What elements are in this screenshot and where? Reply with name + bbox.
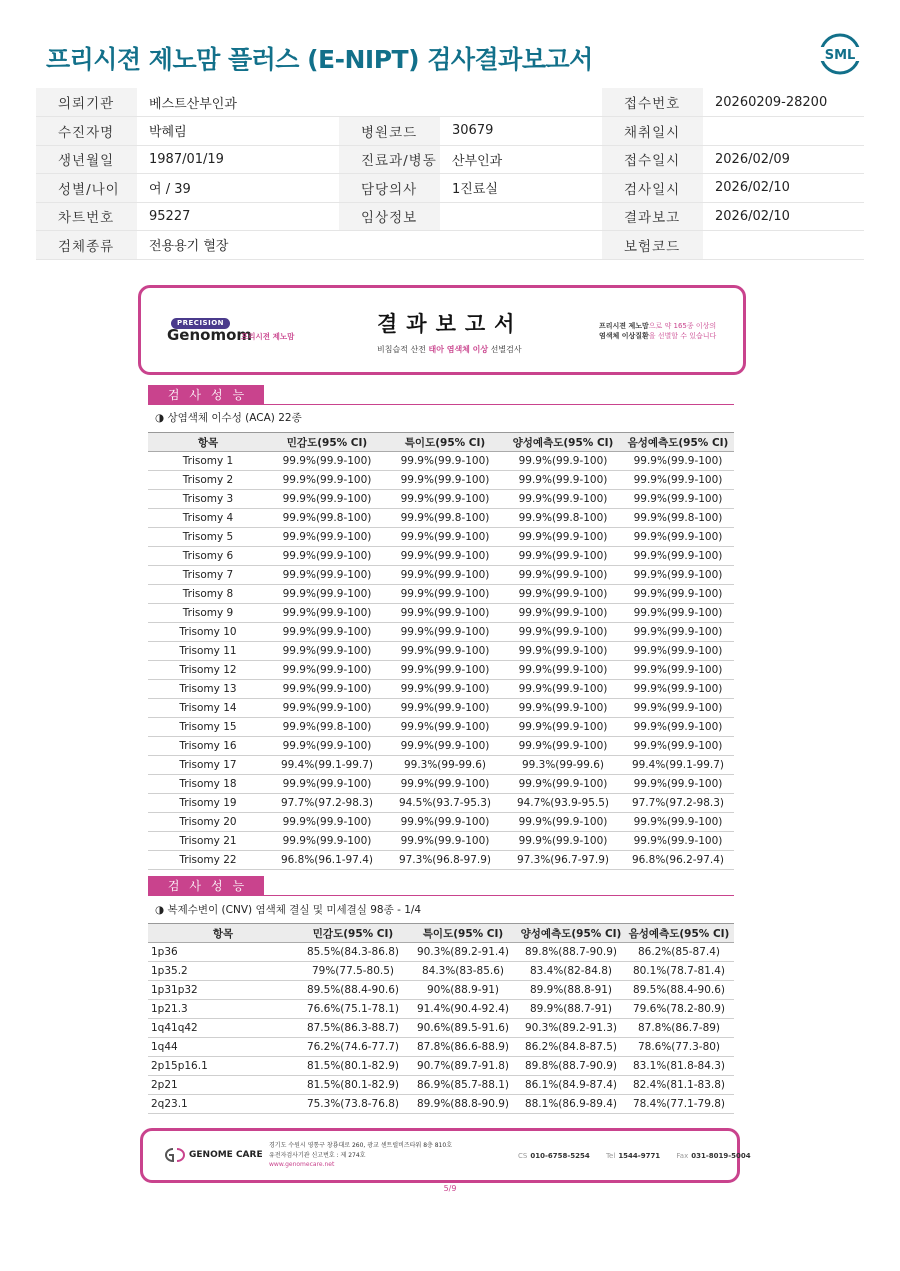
row-metric-value: 99.9%(99.9-100) <box>268 566 386 585</box>
row-item-name: Trisomy 20 <box>148 813 268 832</box>
table-row <box>148 1076 734 1095</box>
row-metric-value: 89.5%(88.4-90.6) <box>624 981 734 1000</box>
info-row <box>36 88 864 117</box>
row-metric-value: 99.9%(99.9-100) <box>504 528 622 547</box>
report-title: 결과보고서 <box>377 312 524 336</box>
row-metric-value: 99.9%(99.9-100) <box>386 642 504 661</box>
info-label: 임상정보 <box>339 202 440 231</box>
sml-logo <box>818 32 862 76</box>
row-metric-value: 99.9%(99.9-100) <box>386 661 504 680</box>
row-metric-value: 99.9%(99.9-100) <box>386 699 504 718</box>
table-row <box>148 737 734 756</box>
row-metric-value: 99.9%(99.9-100) <box>504 604 622 623</box>
row-metric-value: 84.3%(83-85.6) <box>408 962 518 981</box>
row-metric-value: 89.9%(88.7-91) <box>518 1000 624 1019</box>
table-row <box>148 661 734 680</box>
row-metric-value: 99.9%(99.9-100) <box>386 490 504 509</box>
row-metric-value: 99.9%(99.9-100) <box>504 680 622 699</box>
info-row <box>36 231 864 260</box>
row-metric-value: 83.4%(82-84.8) <box>518 962 624 981</box>
row-metric-value: 99.9%(99.9-100) <box>504 490 622 509</box>
row-metric-value: 99.9%(99.9-100) <box>386 623 504 642</box>
row-metric-value: 99.9%(99.9-100) <box>386 604 504 623</box>
table-row <box>148 813 734 832</box>
row-metric-value: 99.9%(99.8-100) <box>268 718 386 737</box>
row-item-name: 1p35.2 <box>148 962 298 981</box>
column-header: 항목 <box>148 433 268 452</box>
row-item-name: Trisomy 13 <box>148 680 268 699</box>
row-item-name: 1q44 <box>148 1038 298 1057</box>
contact-info: CS 010-6758-5254 Tel 1544-9771 Fax 031-8019-5004 <box>518 1152 751 1160</box>
row-metric-value: 96.8%(96.2-97.4) <box>622 851 734 870</box>
row-metric-value: 99.9%(99.9-100) <box>386 832 504 851</box>
row-metric-value: 88.1%(86.9-89.4) <box>518 1095 624 1114</box>
column-header: 특이도(95% CI) <box>386 433 504 452</box>
genome-care-logo-icon <box>163 1146 187 1164</box>
info-value: 전용용기 혈장 <box>137 231 339 260</box>
row-metric-value: 89.9%(88.8-91) <box>518 981 624 1000</box>
row-metric-value: 99.9%(99.9-100) <box>622 547 734 566</box>
info-label: 채취일시 <box>602 117 703 146</box>
row-metric-value: 94.7%(93.9-95.5) <box>504 794 622 813</box>
row-metric-value: 89.5%(88.4-90.6) <box>298 981 408 1000</box>
row-metric-value: 99.9%(99.9-100) <box>622 566 734 585</box>
cnv-performance-table <box>148 923 734 1114</box>
table-row <box>148 566 734 585</box>
row-item-name: Trisomy 11 <box>148 642 268 661</box>
info-label: 차트번호 <box>36 202 137 231</box>
row-metric-value: 99.9%(99.9-100) <box>268 699 386 718</box>
row-metric-value: 75.3%(73.8-76.8) <box>298 1095 408 1114</box>
info-value: 95227 <box>137 202 339 231</box>
row-metric-value: 99.9%(99.9-100) <box>622 661 734 680</box>
row-metric-value: 97.7%(97.2-98.3) <box>268 794 386 813</box>
row-item-name: Trisomy 19 <box>148 794 268 813</box>
table-row <box>148 528 734 547</box>
info-label: 담당의사 <box>339 174 440 203</box>
row-metric-value: 99.9%(99.9-100) <box>622 775 734 794</box>
brand-name: Genomom <box>167 326 253 344</box>
row-metric-value: 89.8%(88.7-90.9) <box>518 1057 624 1076</box>
row-item-name: Trisomy 9 <box>148 604 268 623</box>
row-metric-value: 99.3%(99-99.6) <box>386 756 504 775</box>
row-metric-value: 99.9%(99.9-100) <box>386 528 504 547</box>
row-item-name: Trisomy 6 <box>148 547 268 566</box>
info-value <box>440 231 602 260</box>
footer-banner <box>140 1128 751 1183</box>
row-metric-value: 99.9%(99.9-100) <box>622 680 734 699</box>
row-item-name: Trisomy 1 <box>148 452 268 471</box>
row-metric-value: 99.9%(99.9-100) <box>622 585 734 604</box>
section-tab: 검사성능 <box>148 385 264 405</box>
column-header: 양성예측도(95% CI) <box>504 433 622 452</box>
table-row <box>148 832 734 851</box>
row-metric-value: 99.3%(99-99.6) <box>504 756 622 775</box>
page-number: 5/9 <box>443 1184 457 1193</box>
info-value: 2026/02/09 <box>703 145 864 174</box>
info-label: 접수일시 <box>602 145 703 174</box>
company-website-link[interactable]: www.genomecare.net <box>269 1161 335 1168</box>
row-metric-value: 99.9%(99.9-100) <box>386 566 504 585</box>
row-metric-value: 99.9%(99.9-100) <box>504 832 622 851</box>
info-value: 산부인과 <box>440 145 602 174</box>
info-row <box>36 117 864 146</box>
info-value <box>703 231 864 260</box>
row-metric-value: 76.2%(74.6-77.7) <box>298 1038 408 1057</box>
table-row <box>148 509 734 528</box>
row-metric-value: 85.5%(84.3-86.8) <box>298 943 408 962</box>
row-item-name: 2p21 <box>148 1076 298 1095</box>
row-metric-value: 99.9%(99.9-100) <box>504 699 622 718</box>
row-item-name: Trisomy 15 <box>148 718 268 737</box>
row-item-name: Trisomy 17 <box>148 756 268 775</box>
table-row <box>148 490 734 509</box>
row-metric-value: 99.9%(99.9-100) <box>386 813 504 832</box>
row-metric-value: 99.9%(99.9-100) <box>386 718 504 737</box>
info-value: 20260209-28200 <box>703 88 864 117</box>
row-metric-value: 86.9%(85.7-88.1) <box>408 1076 518 1095</box>
row-metric-value: 99.9%(99.9-100) <box>268 661 386 680</box>
table-row <box>148 962 734 981</box>
row-metric-value: 99.9%(99.9-100) <box>386 585 504 604</box>
info-value <box>440 202 602 231</box>
row-metric-value: 99.9%(99.9-100) <box>622 699 734 718</box>
row-metric-value: 99.9%(99.9-100) <box>504 813 622 832</box>
report-subtitle: 비침습적 산전 태아 염색체 이상 선별검사 <box>377 345 522 354</box>
row-item-name: 1p21.3 <box>148 1000 298 1019</box>
row-metric-value: 76.6%(75.1-78.1) <box>298 1000 408 1019</box>
row-metric-value: 99.9%(99.9-100) <box>268 775 386 794</box>
row-metric-value: 99.9%(99.9-100) <box>386 775 504 794</box>
row-metric-value: 99.9%(99.9-100) <box>622 490 734 509</box>
row-item-name: 1q41q42 <box>148 1019 298 1038</box>
row-metric-value: 90.3%(89.2-91.4) <box>408 943 518 962</box>
row-metric-value: 79.6%(78.2-80.9) <box>624 1000 734 1019</box>
precision-tag: PRECISION <box>171 318 230 329</box>
table-row <box>148 1000 734 1019</box>
info-value: 여 / 39 <box>137 174 339 203</box>
row-metric-value: 99.9%(99.9-100) <box>622 718 734 737</box>
row-metric-value: 99.9%(99.9-100) <box>504 547 622 566</box>
row-metric-value: 99.9%(99.9-100) <box>622 604 734 623</box>
row-metric-value: 90.6%(89.5-91.6) <box>408 1019 518 1038</box>
row-metric-value: 97.3%(96.7-97.9) <box>504 851 622 870</box>
info-label: 의뢰기관 <box>36 88 137 117</box>
company-address: 경기도 수원시 영통구 창룡대로 260, 광교 센트럴비즈타워 8층 810호 유전자검사기관 신고번호 : 제 274호 www.genomecare.net <box>269 1142 452 1168</box>
table-row <box>148 1038 734 1057</box>
row-item-name: 1p36 <box>148 943 298 962</box>
row-metric-value: 99.9%(99.9-100) <box>386 680 504 699</box>
row-metric-value: 99.9%(99.9-100) <box>268 604 386 623</box>
row-metric-value: 81.5%(80.1-82.9) <box>298 1076 408 1095</box>
column-header: 민감도(95% CI) <box>268 433 386 452</box>
section-tab: 검사성능 <box>148 876 264 896</box>
row-metric-value: 78.6%(77.3-80) <box>624 1038 734 1057</box>
row-metric-value: 99.9%(99.9-100) <box>268 832 386 851</box>
row-metric-value: 99.9%(99.9-100) <box>622 471 734 490</box>
row-metric-value: 99.9%(99.9-100) <box>504 623 622 642</box>
row-metric-value: 99.9%(99.9-100) <box>268 680 386 699</box>
info-value: 30679 <box>440 117 602 146</box>
row-metric-value: 78.4%(77.1-79.8) <box>624 1095 734 1114</box>
column-header: 음성예측도(95% CI) <box>624 924 734 943</box>
patient-info-table <box>36 88 864 260</box>
table-row <box>148 623 734 642</box>
info-value: 1987/01/19 <box>137 145 339 174</box>
table-row <box>148 718 734 737</box>
info-value: 2026/02/10 <box>703 174 864 203</box>
info-row <box>36 202 864 231</box>
company-name: GENOME CARE <box>189 1150 263 1160</box>
table-row <box>148 1019 734 1038</box>
info-label: 결과보고 <box>602 202 703 231</box>
row-metric-value: 99.9%(99.9-100) <box>504 661 622 680</box>
svg-text:SML: SML <box>824 48 856 63</box>
row-metric-value: 87.8%(86.7-89) <box>624 1019 734 1038</box>
info-label: 보험코드 <box>602 231 703 260</box>
row-metric-value: 94.5%(93.7-95.3) <box>386 794 504 813</box>
row-metric-value: 99.9%(99.9-100) <box>504 737 622 756</box>
table-row <box>148 452 734 471</box>
row-metric-value: 99.9%(99.9-100) <box>622 528 734 547</box>
section-description-cnv: ◑ 복제수변이 (CNV) 염색체 결실 및 미세결실 98종 - 1/4 <box>155 904 422 916</box>
table-row <box>148 775 734 794</box>
row-item-name: Trisomy 18 <box>148 775 268 794</box>
info-row <box>36 174 864 203</box>
row-metric-value: 99.9%(99.9-100) <box>504 718 622 737</box>
table-row <box>148 851 734 870</box>
aca-performance-table <box>148 432 734 870</box>
column-header: 음성예측도(95% CI) <box>622 433 734 452</box>
table-row <box>148 547 734 566</box>
row-item-name: 1p31p32 <box>148 981 298 1000</box>
row-item-name: 2p15p16.1 <box>148 1057 298 1076</box>
row-item-name: Trisomy 3 <box>148 490 268 509</box>
row-metric-value: 99.9%(99.9-100) <box>504 585 622 604</box>
row-metric-value: 99.9%(99.8-100) <box>504 509 622 528</box>
row-metric-value: 99.9%(99.9-100) <box>268 585 386 604</box>
row-metric-value: 99.9%(99.8-100) <box>268 509 386 528</box>
row-metric-value: 87.8%(86.6-88.9) <box>408 1038 518 1057</box>
row-metric-value: 99.9%(99.9-100) <box>622 832 734 851</box>
row-metric-value: 81.5%(80.1-82.9) <box>298 1057 408 1076</box>
row-metric-value: 99.9%(99.9-100) <box>386 471 504 490</box>
column-header: 양성예측도(95% CI) <box>518 924 624 943</box>
row-metric-value: 99.9%(99.9-100) <box>268 623 386 642</box>
row-metric-value: 99.9%(99.9-100) <box>622 642 734 661</box>
report-banner <box>138 285 746 375</box>
section-header-performance-cnv <box>148 876 734 896</box>
table-row <box>148 471 734 490</box>
row-item-name: Trisomy 10 <box>148 623 268 642</box>
table-row <box>148 680 734 699</box>
row-metric-value: 99.4%(99.1-99.7) <box>622 756 734 775</box>
row-item-name: Trisomy 12 <box>148 661 268 680</box>
info-row <box>36 145 864 174</box>
row-metric-value: 99.9%(99.8-100) <box>386 509 504 528</box>
row-item-name: Trisomy 5 <box>148 528 268 547</box>
row-item-name: Trisomy 16 <box>148 737 268 756</box>
info-label: 병원코드 <box>339 117 440 146</box>
row-item-name: Trisomy 14 <box>148 699 268 718</box>
row-metric-value: 99.9%(99.9-100) <box>622 813 734 832</box>
row-metric-value: 97.7%(97.2-98.3) <box>622 794 734 813</box>
row-item-name: Trisomy 7 <box>148 566 268 585</box>
row-metric-value: 91.4%(90.4-92.4) <box>408 1000 518 1019</box>
row-metric-value: 89.8%(88.7-90.9) <box>518 943 624 962</box>
row-item-name: Trisomy 21 <box>148 832 268 851</box>
row-metric-value: 82.4%(81.1-83.8) <box>624 1076 734 1095</box>
row-metric-value: 90.7%(89.7-91.8) <box>408 1057 518 1076</box>
info-label: 접수번호 <box>602 88 703 117</box>
info-label: 생년월일 <box>36 145 137 174</box>
page-title: 프리시젼 제노맘 플러스 (E-NIPT) 검사결과보고서 <box>46 45 593 74</box>
row-metric-value: 99.9%(99.9-100) <box>622 623 734 642</box>
row-metric-value: 79%(77.5-80.5) <box>298 962 408 981</box>
row-metric-value: 80.1%(78.7-81.4) <box>624 962 734 981</box>
table-row <box>148 585 734 604</box>
info-label: 성별/나이 <box>36 174 137 203</box>
row-metric-value: 99.9%(99.9-100) <box>268 528 386 547</box>
row-item-name: Trisomy 2 <box>148 471 268 490</box>
row-metric-value: 99.9%(99.9-100) <box>268 452 386 471</box>
info-value: 박혜림 <box>137 117 339 146</box>
banner-note: 프리시젼 제노맘으로 약 165종 이상의 염색체 이상질환을 선별할 수 있습니다 <box>599 322 717 340</box>
row-metric-value: 99.9%(99.9-100) <box>268 547 386 566</box>
table-row <box>148 756 734 775</box>
section-header-performance-aca <box>148 385 734 405</box>
column-header: 민감도(95% CI) <box>298 924 408 943</box>
info-value: 2026/02/10 <box>703 202 864 231</box>
section-description-aca: ◑ 상염색체 이수성 (ACA) 22종 <box>155 412 302 424</box>
row-item-name: Trisomy 4 <box>148 509 268 528</box>
info-label: 검사일시 <box>602 174 703 203</box>
table-row <box>148 699 734 718</box>
row-metric-value: 86.1%(84.9-87.4) <box>518 1076 624 1095</box>
info-value <box>703 117 864 146</box>
row-metric-value: 99.9%(99.9-100) <box>268 642 386 661</box>
info-label: 수진자명 <box>36 117 137 146</box>
row-metric-value: 99.9%(99.9-100) <box>386 737 504 756</box>
row-metric-value: 86.2%(84.8-87.5) <box>518 1038 624 1057</box>
row-metric-value: 99.9%(99.9-100) <box>386 452 504 471</box>
column-header: 특이도(95% CI) <box>408 924 518 943</box>
row-metric-value: 99.9%(99.9-100) <box>504 471 622 490</box>
row-metric-value: 86.2%(85-87.4) <box>624 943 734 962</box>
row-metric-value: 99.9%(99.8-100) <box>622 509 734 528</box>
table-row <box>148 794 734 813</box>
table-row <box>148 943 734 962</box>
row-metric-value: 99.9%(99.9-100) <box>386 547 504 566</box>
row-metric-value: 96.8%(96.1-97.4) <box>268 851 386 870</box>
row-metric-value: 99.9%(99.9-100) <box>622 452 734 471</box>
table-row <box>148 1095 734 1114</box>
info-label: 진료과/병동 <box>339 145 440 174</box>
row-metric-value: 83.1%(81.8-84.3) <box>624 1057 734 1076</box>
row-metric-value: 90.3%(89.2-91.3) <box>518 1019 624 1038</box>
row-metric-value: 99.9%(99.9-100) <box>504 566 622 585</box>
info-label <box>339 88 440 117</box>
info-value <box>440 88 602 117</box>
info-value: 1진료실 <box>440 174 602 203</box>
row-metric-value: 99.9%(99.9-100) <box>504 452 622 471</box>
row-metric-value: 99.9%(99.9-100) <box>504 775 622 794</box>
row-item-name: 2q23.1 <box>148 1095 298 1114</box>
row-metric-value: 90%(88.9-91) <box>408 981 518 1000</box>
row-metric-value: 99.9%(99.9-100) <box>268 490 386 509</box>
row-metric-value: 99.9%(99.9-100) <box>504 642 622 661</box>
column-header: 항목 <box>148 924 298 943</box>
row-metric-value: 97.3%(96.8-97.9) <box>386 851 504 870</box>
info-label <box>339 231 440 260</box>
info-label: 검체종류 <box>36 231 137 260</box>
row-metric-value: 99.9%(99.9-100) <box>268 813 386 832</box>
row-metric-value: 99.9%(99.9-100) <box>268 737 386 756</box>
table-row <box>148 604 734 623</box>
brand-subtitle: 프리시젼 제노맘 <box>241 332 295 341</box>
row-metric-value: 99.4%(99.1-99.7) <box>268 756 386 775</box>
row-item-name: Trisomy 22 <box>148 851 268 870</box>
row-item-name: Trisomy 8 <box>148 585 268 604</box>
row-metric-value: 89.9%(88.8-90.9) <box>408 1095 518 1114</box>
info-value: 베스트산부인과 <box>137 88 339 117</box>
table-row <box>148 1057 734 1076</box>
row-metric-value: 99.9%(99.9-100) <box>622 737 734 756</box>
table-row <box>148 981 734 1000</box>
row-metric-value: 99.9%(99.9-100) <box>268 471 386 490</box>
row-metric-value: 87.5%(86.3-88.7) <box>298 1019 408 1038</box>
table-row <box>148 642 734 661</box>
